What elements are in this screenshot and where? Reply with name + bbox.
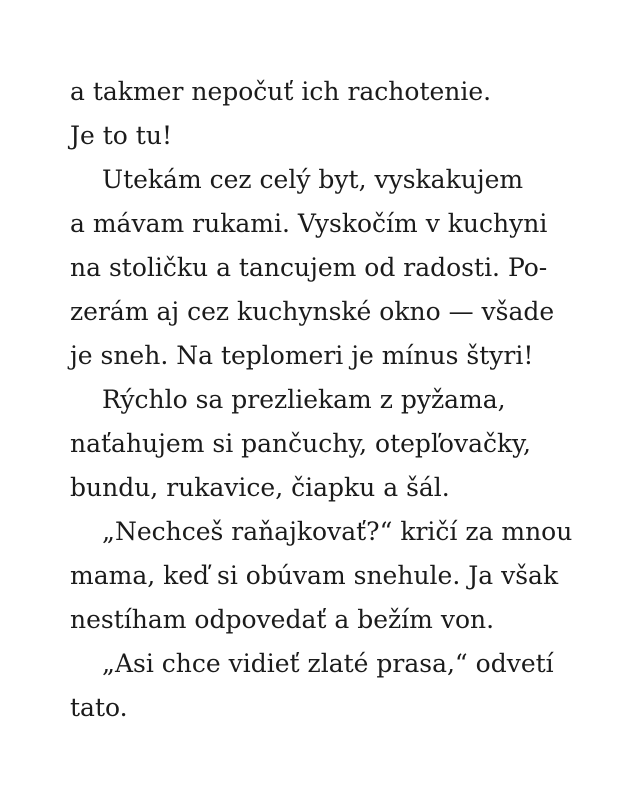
text-line: tato. [70,693,128,722]
book-page-text [70,70,600,730]
text-line: na stoličku a tancujem od radosti. Po- [70,253,548,282]
paragraph-first-line: Rýchlo sa prezliekam z pyžama, [102,385,506,414]
text-line: a takmer nepočuť ich rachotenie. [70,77,492,106]
text-line: naťahujem si pančuchy, otepľovačky, [70,429,531,458]
text-line: Je to tu! [70,121,173,150]
text-line: nestíham odpovedať a bežím von. [70,605,495,634]
text-line: mama, keď si obúvam snehule. Ja však [70,561,559,590]
paragraph-first-line: „Asi chce vidieť zlaté prasa,“ odvetí [102,649,554,678]
text-line: bundu, rukavice, čiapku a šál. [70,473,450,502]
text-line: a mávam rukami. Vyskočím v kuchyni [70,209,548,238]
paragraph-first-line: „Nechceš raňajkovať?“ kričí za mnou [102,517,573,546]
paragraph-first-line: Utekám cez celý byt, vyskakujem [102,165,524,194]
text-line: zerám aj cez kuchynské okno — všade [70,297,555,326]
text-line: je sneh. Na teplomeri je mínus štyri! [70,341,534,370]
